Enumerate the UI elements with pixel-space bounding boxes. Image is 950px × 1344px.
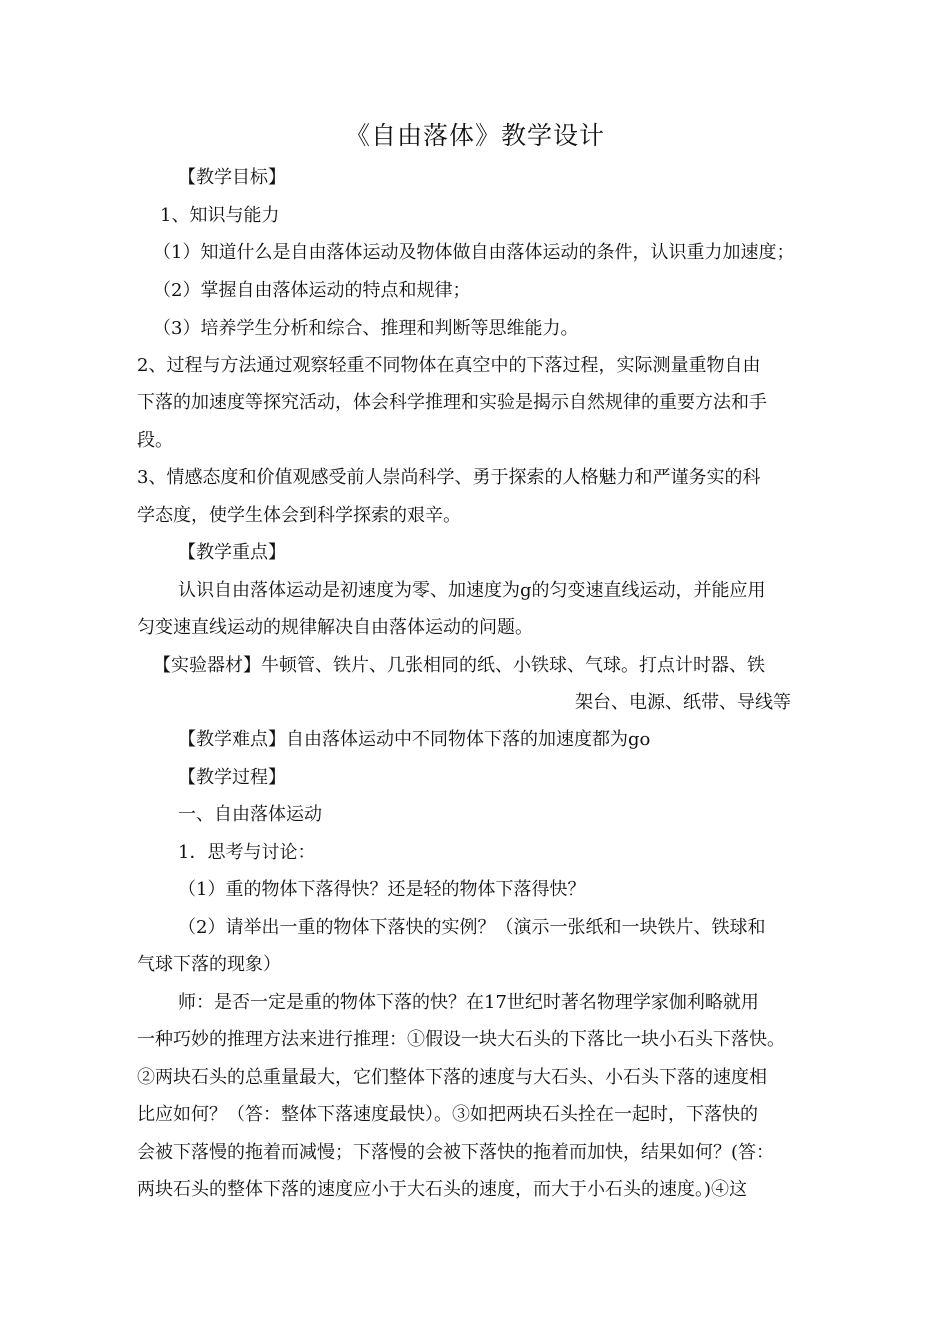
- document-title: 《自由落体》教学设计: [344, 121, 605, 150]
- heading-key-points: 【教学重点】: [178, 542, 286, 563]
- paragraph-line: （3）培养学生分析和综合、推理和判断等思维能力。: [153, 318, 579, 339]
- paragraph-line: 学态度，使学生体会到科学探索的艰辛。: [137, 505, 461, 526]
- paragraph-line: 两块石头的整体下落的速度应小于大石头的速度，而大于小石头的速度。)④这: [137, 1179, 748, 1200]
- paragraph-line: （2）掌握自由落体运动的特点和规律；: [153, 280, 471, 301]
- paragraph-line: （1）知道什么是自由落体运动及物体做自由落体运动的条件，认识重力加速度；: [153, 242, 795, 263]
- paragraph-line: 认识自由落体运动是初速度为零、加速度为g的匀变速直线运动，并能应用: [178, 580, 766, 601]
- paragraph-line: 架台、电源、纸带、导线等: [575, 692, 791, 713]
- paragraph-line: 1、知识与能力: [160, 205, 280, 226]
- paragraph-line: 一种巧妙的推理方法来进行推理：①假设一块大石头的下落比一块小石头下落快。: [137, 1029, 785, 1050]
- heading-equipment: 【实验器材】牛顿管、铁片、几张相同的纸、小铁球、气球。打点计时器、铁: [153, 655, 765, 676]
- paragraph-line: 匀变速直线运动的规律解决自由落体运动的问题。: [137, 617, 533, 638]
- paragraph-line: 下落的加速度等探究活动，体会科学推理和实验是揭示自然规律的重要方法和手: [137, 392, 767, 413]
- paragraph-line: 会被下落慢的拖着而减慢；下落慢的会被下落快的拖着而加快，结果如何？(答：: [137, 1142, 775, 1163]
- paragraph-line: 气球下落的现象）: [137, 954, 281, 975]
- heading-process: 【教学过程】: [178, 767, 286, 788]
- paragraph-line: 师：是否一定是重的物体下落的快？在17世纪时著名物理学家伽利略就用: [178, 992, 759, 1013]
- paragraph-line: 段。: [137, 430, 173, 451]
- paragraph-line: 1．思考与讨论：: [178, 842, 316, 863]
- heading-difficulties: 【教学难点】自由落体运动中不同物体下落的加速度都为go: [178, 729, 651, 750]
- section-heading: 一、自由落体运动: [178, 804, 322, 825]
- paragraph-line: （1）重的物体下落得快？还是轻的物体下落得快？: [178, 879, 586, 900]
- paragraph-line: 2、过程与方法通过观察轻重不同物体在真空中的下落过程，实际测量重物自由: [137, 355, 761, 376]
- paragraph-line: 3、情感态度和价值观感受前人崇尚科学、勇于探索的人格魅力和严谨务实的科: [137, 467, 761, 488]
- paragraph-line: （2）请举出一重的物体下落快的实例？（演示一张纸和一块铁片、铁球和: [178, 917, 766, 938]
- heading-teaching-objectives: 【教学目标】: [178, 167, 286, 188]
- paragraph-line: 比应如何？（答：整体下落速度最快）。③如把两块石头拴在一起时，下落快的: [137, 1104, 758, 1125]
- paragraph-line: ②两块石头的总重量最大，它们整体下落的速度与大石头、小石头下落的速度相: [137, 1067, 767, 1088]
